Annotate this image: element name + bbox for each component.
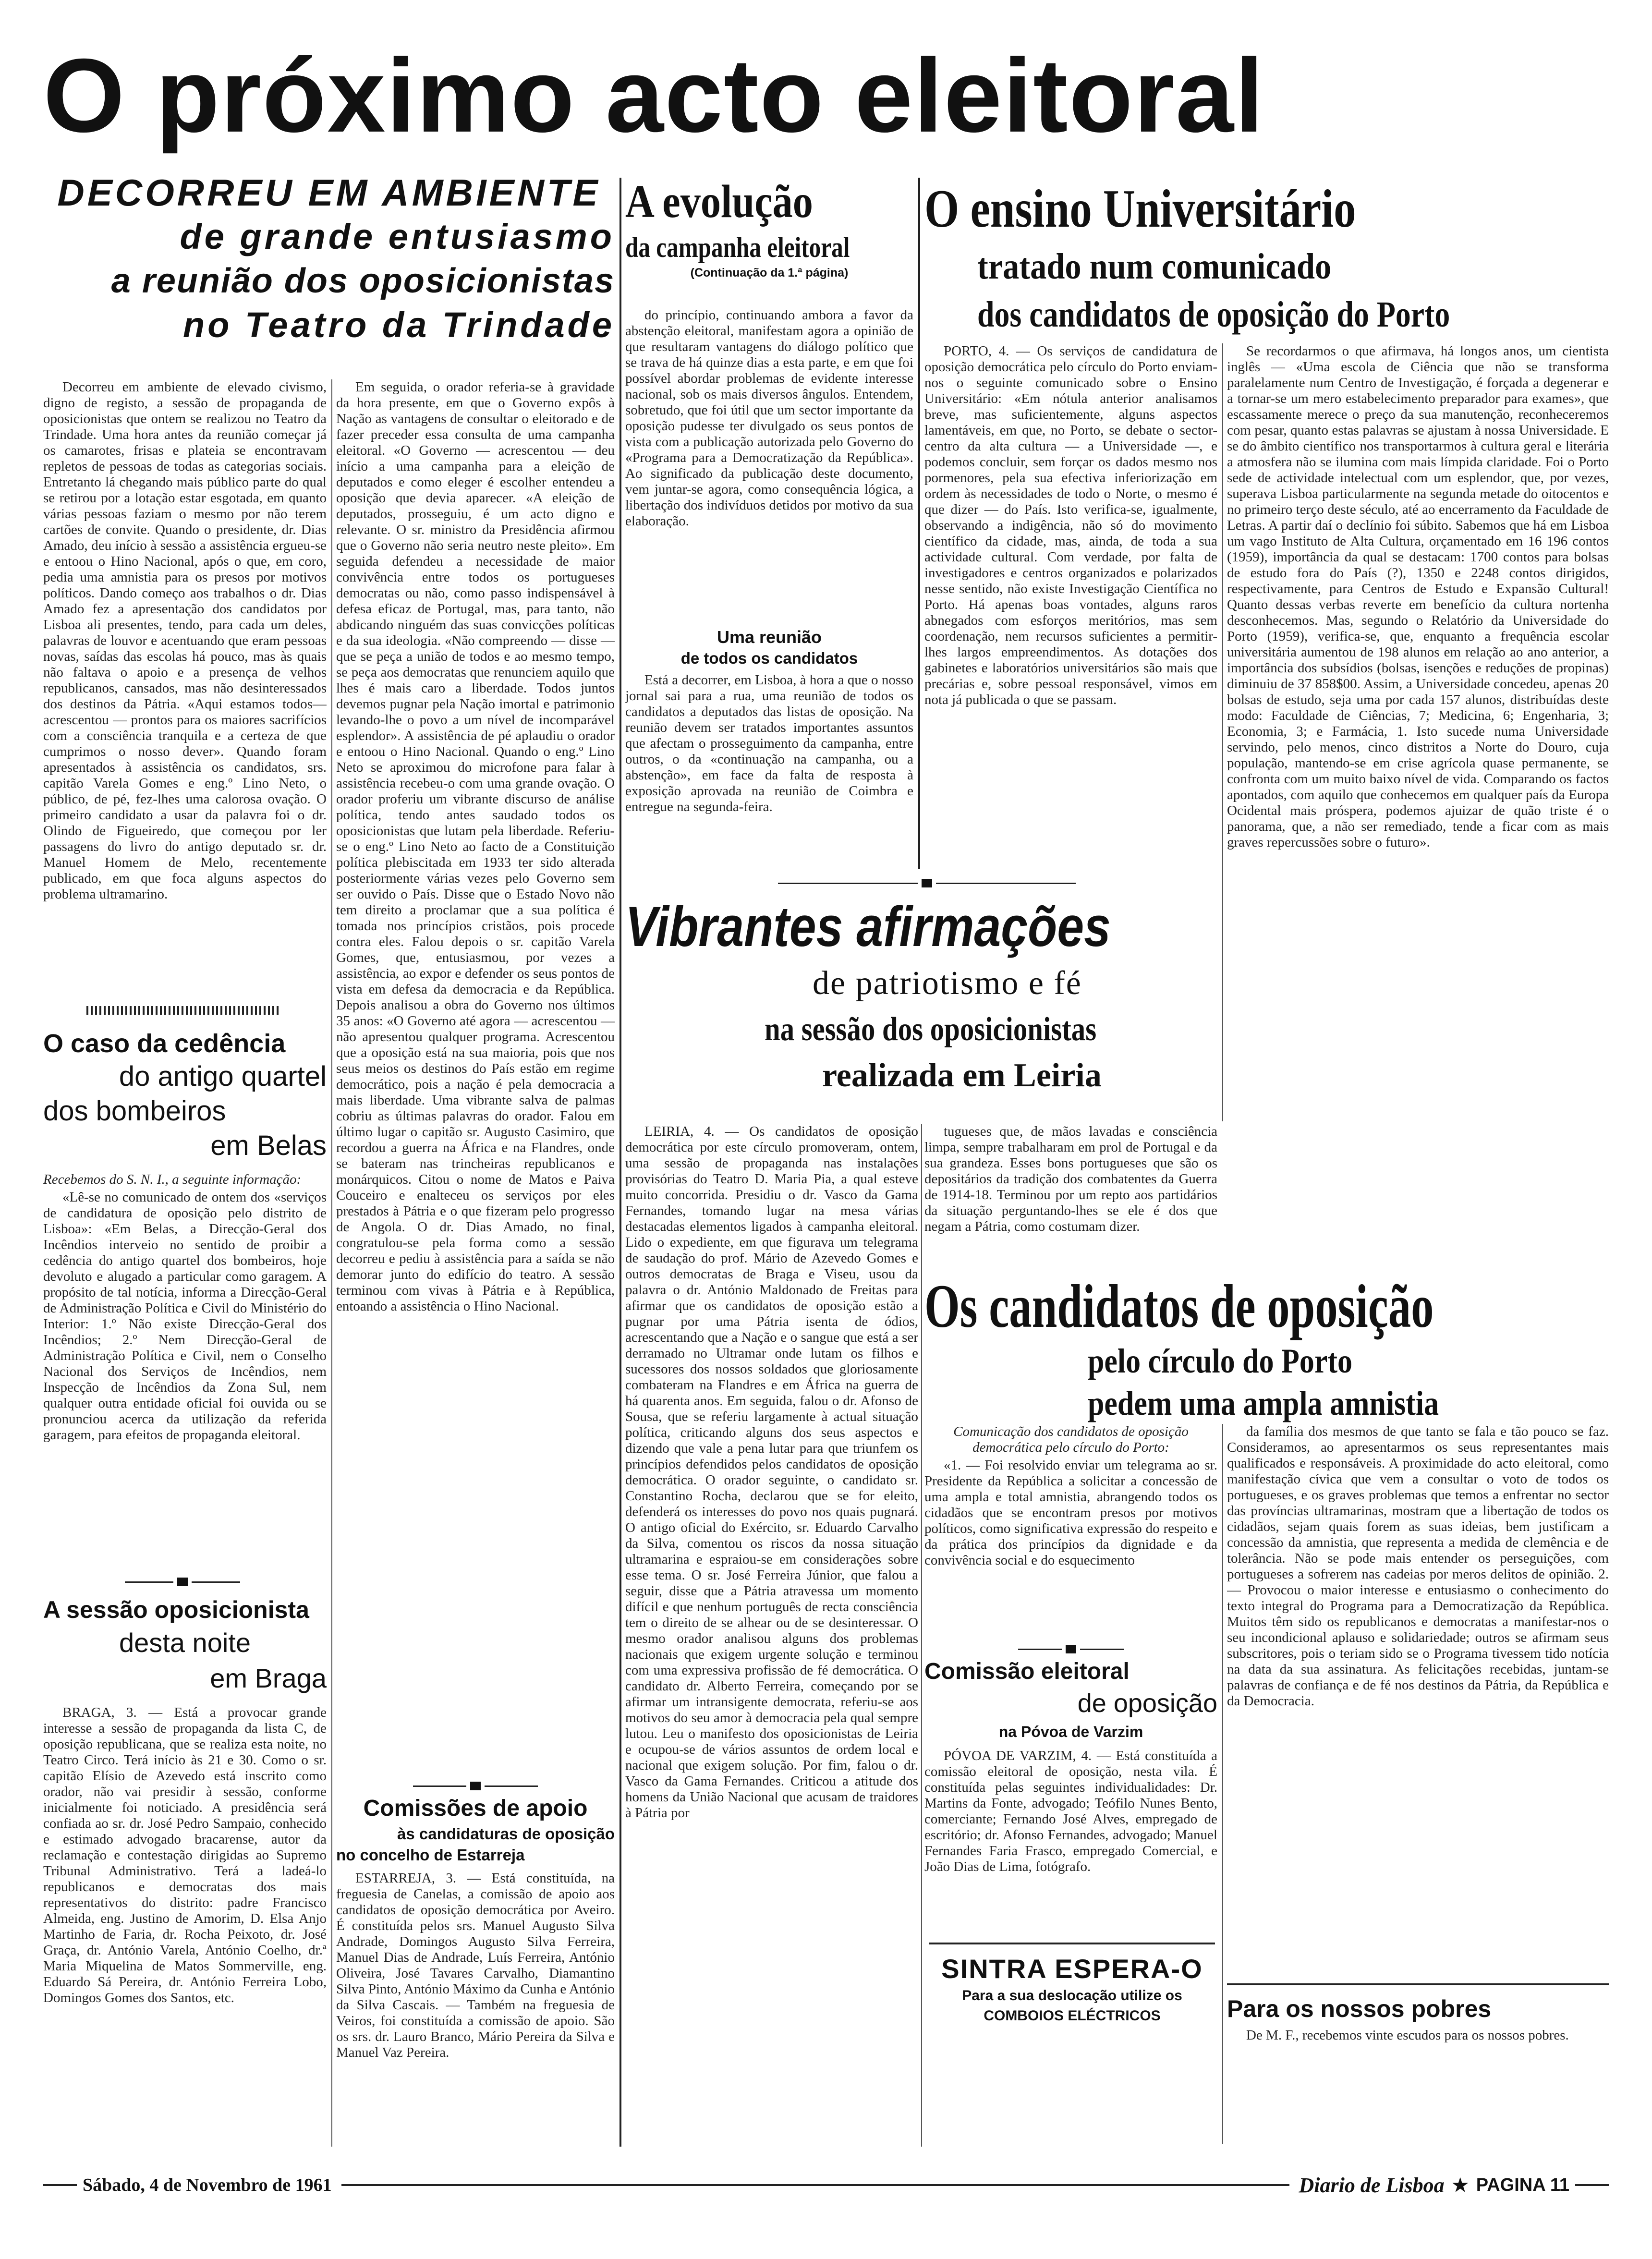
paragraph: Está a decorrer, em Lisboa, à hora a que o nosso jornal sai para a rua, uma reunião de todos os candidatos a deputados das listas de oposição. Na reunião devem ser tratados importantes assuntos que afectam o prosseguimento da campanha, entre outros, o da «continuação na campanha, ou a abstenção», em face da falta de resposta à exposição aprovada na reunião de Coimbra e entregue na segunda-feira. <box>625 672 913 814</box>
footer-page: PAGINA 11 <box>1476 2174 1569 2195</box>
paragraph: «Lê-se no comunicado de ontem dos «serviços de candidatura de oposição pelo distrito de Lisboa»: «Em Belas, a Direcção-Geral dos Incêndios interveio no sentido de proibir a cedência do antigo quartel dos bombeiros, hoje devoluto e alugado a particular como garagem. A propósito de tal notícia, informa a Direcção-Geral de Administração Política e Civil do Ministério do Interior: 1.º Não existe Direcção-Geral dos Incêndios; 2.º Nem Direcção-Geral de Administração Política e Civil, nem o Conselho Nacional dos Serviços de Incêndios, nem Inspecção de Incêndios da Zona Sul, nem qualquer outra entidade oficial foi ouvida ou se pronunciou acerca da utilização da referida garagem, para efeitos de propaganda eleitoral. <box>43 1190 327 1443</box>
paragraph: do princípio, continuando ambora a favor da abstenção eleitoral, manifestam agora a opinião de que resultaram vantagens do diálogo político que se trava de há quinze dias a esta parte, e em que foi possível abordar problemas de evidente interesse nacional, sob os mais diversos ângulos. Entendem, sobretudo, que foi útil que um sector importante da oposição pudesse ter divulgado os seus pontos de vista com a publicação autorizada pelo Governo do «Programa para a Democratização da República». Ao significado da publicação deste documento, vem juntar-se agora, como consequência lógica, a libertação dos indivíduos detidos por motivo da sua elaboração. <box>625 307 913 529</box>
continuation-note: (Continuação da 1.ª página) <box>690 266 849 279</box>
headline-line: no concelho de Estarreja <box>336 1846 525 1864</box>
pobres-body <box>1227 2028 1609 2045</box>
povoa-headline <box>924 1657 1217 1743</box>
trindade-body-col2 <box>336 379 615 1782</box>
headline-line: a reunião dos oposicionistas <box>111 262 615 300</box>
amnistia-headline <box>924 1273 1606 1424</box>
masthead-title: O próximo acto eleitoral <box>43 37 1265 154</box>
ad-line: Para a sua deslocação utilize os <box>962 1988 1182 2004</box>
headline-line: Comissões de apoio <box>363 1796 588 1821</box>
footer-paper: Diario de Lisboa <box>1299 2173 1445 2197</box>
lead-text: Recebemos do S. N. I., a seguinte informação: <box>43 1172 302 1187</box>
cedencia-headline <box>43 1028 327 1163</box>
evolucao-headline <box>625 173 913 281</box>
pobres-box <box>1227 1983 1609 2045</box>
headline-line: de oposição <box>1077 1689 1217 1718</box>
leiria-body-col1 <box>625 1124 918 2147</box>
paragraph: da família dos mesmos de que tanto se fala e tão pouco se faz. Consideramos, ao apresentarmos os seus representantes mais qualificados e responsáveis. A proximidade do acto eleitoral, como manifestação cívica que vem a consultar o voto de todos os portugueses, e os graves problemas que temos a enfrentar no sector das províncias ultramarinas, mostram que a libertação de todos os cidadãos, sejam quais forem as suas ideias, bem justificam a concessão da amnistia, que representa a medida de clemência e de tolerância. Não se pode mais entender os perseguições, com portugueses a sofrerem nas cadeias por meros delitos de opinião. 2. — Provocou o maior interesse e entusiasmo o conhecimento do texto integral do Programa para a Democratização da República. Muitos têm sido os republicanos e democratas a manifestar-nos o seu incondicional aplauso e solidariedade; outros se afirmam seus subscritores, pois o teriam sido se o Programa tivessem tido notícia na data da sua assinatura. As felicitações recebidas, juntam-se palavras de confiança e de fé nos destinos da Pátria, da República e da Democracia. <box>1227 1424 1609 1709</box>
separator <box>778 879 1076 887</box>
paragraph: Em seguida, o orador referia-se à gravidade da hora presente, em que o Governo expôs à Nação as vantagens de consultar o eleitorado e de fazer preceder essa consulta de uma campanha eleitoral. «O Governo — acrescentou — deu início a uma campanha para a eleição de deputados e como eleger é escolher entendeu a oposição que devia aparecer. «A eleição de deputados, prosseguiu, é um acto digno e relevante. O sr. ministro da Presidência afirmou que o Governo não seria neutro neste pleito». Em seguida defendeu a necessidade de maior convivência entre todos os portugueses democratas ou não, como passo indispensável à defesa eficaz de Portugal, mas, para tanto, não abdicando ninguém das suas convicções políticas e da sua ideologia. «Não compreendo — disse — que se peça a união de todos e ao mesmo tempo, se peça aos democratas que renunciem aquilo que lhes é mais caro a liberdade. Todos juntos devemos pugnar pela Nação imortal e patrimonio levando-lhe o povo a um nível de incomparável esplendor». A assistência de pé aplaudiu o orador e entoou o Hino Nacional. Quando o eng.º Lino Neto se aproximou do microfone para falar à assistência recebeu-o com uma grande ovação. O orador proferiu um vibrante discurso de análise política, tendo antes saudado todos os oposicionistas que lutam pela liberdade. Referiu-se o eng.º Lino Neto ao facto de a Constituição política plebiscitada em 1933 ter sido alterada posteriormente várias vezes pelo Governo sem ser ouvido o País. Disse que o Estado Novo não tem direito a proclamar que a sua política é tomada nos princípios cristãos, pois procede contra eles. Falou depois o sr. capitão Varela Gomes, que, entusiasmou, por vezes a assistência, ao expor e defender os seus pontos de vista em defesa da democracia e da República. Depois analisou a obra do Governo nos últimos 35 anos: «O Governo até agora — acrescentou — não apresentou qualquer programa. Acrescentou que a oposição está na sua maioria, pois que nos seus meios os destinos do País estão em regime democrático, pois a nação é pela democracia a mais liberdade. Uma vibrante salva de palmas cobriu as últimas palavras do orador. Falou em último lugar o capitão sr. Augusto Casimiro, que recordou a guerra na África e na Flandres, onde se bateram nas trincheiras republicanos e monárquicos. Citou o nome de Matos e Paiva Couceiro e enalteceu os serviços por eles prestados à Pátria e o que fizeram pelo progresso de Angola. O dr. Dias Amado, no final, congratulou-se pela forma como a sessão decorreu e pediu à assistência para a saída se não demorar junto do edifício do teatro. A sessão terminou com vivas à Pátria e à República, entoando a assistência o Hino Nacional. <box>336 379 615 1314</box>
headline-line: O caso da cedência <box>43 1029 286 1058</box>
headline-line: da campanha eleitoral <box>625 231 850 263</box>
headline-line: de patriotismo e fé <box>813 965 1082 1002</box>
column-rule <box>918 178 920 869</box>
ensino-body-col2 <box>1227 343 1609 1121</box>
paragraph: LEIRIA, 4. — Os candidatos de oposição democrática por este círculo promoveram, ontem, uma sessão de propaganda nas instalações provisórias do Teatro D. Maria Pia, a qual esteve muito concorrida. Presidiu o dr. Vasco da Gama Fernandes, tomando lugar na mesa várias destacadas elementos ligados à campanha eleitoral. Lido o expediente, em que figurava um telegrama de saudação do prof. Mário de Azevedo Gomes e outros democratas de Braga e Viseu, usou da palavra o dr. António Maldonado de Freitas para afirmar que os candidatos de oposição estão a pugnar por uma Pátria isenta de ódios, acrescentando que a Nação e o sangue que está a ser derramado no Ultramar onde lutam os filhos e sucessores dos nossos soldados que gloriosamente combateram na Flandres e em África na guerra de há quarenta anos. Em seguida, falou o dr. Afonso de Sousa, que se referiu largamente à actual situação política, criticando alguns dos seus aspectos e dizendo que vale a pena lutar para que triunfem os princípios defendidos pelos candidatos de oposição democrática. O orador seguinte, o candidato sr. Constantino Rocha, declarou que se for eleito, defenderá os interesses do povo nos quais pugnará. O antigo oficial do Exército, sr. Eduardo Carvalho da Silva, comentou os riscos da nossa situação ultramarina e espraiou-se em considerações sobre esse tema. O sr. José Ferreira Júnior, que falou a seguir, disse que a Pátria atravessa um momento difícil e que nenhum português de recta consciência tem o direito de se alhear ou de se desinteressar. O mesmo orador analisou alguns dos problemas nacionais que exigem urgente solução e terminou com uma expressiva profissão de fé democrática. O candidato dr. Alberto Ferreira, começando por se afirmar um intransigente democrata, referiu-se aos motivos do seu amor à democracia pela qual sempre lutou. Leu o manifesto dos oposicionistas de Leiria e ocupou-se de vários assuntos de ordem local e nacional que exigem solução. Por fim, falou o dr. Vasco da Gama Fernandes. Criticou a atitude dos homens da União Nacional que acusam de traidores à Pátria por <box>625 1124 918 1821</box>
footer-date: Sábado, 4 de Novembro de 1961 <box>83 2175 332 2195</box>
ad-line: COMBOIOS ELÉCTRICOS <box>984 2008 1161 2024</box>
headline-line: dos candidatos de oposição do Porto <box>977 294 1450 335</box>
povoa-body <box>924 1748 1217 1935</box>
column-rule <box>1222 1424 1223 2144</box>
column-rule <box>331 379 332 2147</box>
evolucao-subhead <box>625 627 913 669</box>
headline-line: O ensino Universitário <box>924 179 1356 239</box>
headline-line: tratado num comunicado <box>977 246 1332 287</box>
headline-line: A evolução <box>625 176 813 228</box>
column-rule <box>1222 343 1223 1121</box>
headline-line: na sessão dos oposicionistas <box>765 1011 1097 1048</box>
column-rule <box>620 178 621 2147</box>
headline-line: Comissão eleitoral <box>924 1659 1130 1684</box>
separator <box>413 1782 538 1790</box>
comissoes-headline <box>336 1794 615 1866</box>
headline-line: DECORREU EM AMBIENTE <box>57 171 601 214</box>
pobres-headline: Para os nossos pobres <box>1227 1995 1492 2022</box>
paragraph: tugueses que, de mãos lavadas e consciência limpa, sempre trabalharam em prol de Portugal e da sua grandeza. Esses bons portugueses que são os depositários da tradição dos combatentes da Guerra de 1914-18. Terminou por um repto aos partidários da situação perguntando-lhes se ele é dos que negam a Pátria, como costumam dizer. <box>924 1124 1217 1234</box>
paragraph: PÓVOA DE VARZIM, 4. — Está constituída a comissão eleitoral de oposição, nesta vila. É constituída pelas seguintes individualidades: Dr. Martins da Fonte, advogado; Teófilo Nunes Bento, comerciante; Fernando José Alves, empregado de escritório; dr. Afonso Fernandes, advogado; Manuel Fernandes Faria Frasco, empregado Comercial, e João Dias de Lima, fotógrafo. <box>924 1748 1217 1874</box>
column-rule <box>921 1124 922 2147</box>
leiria-body-col2 <box>924 1124 1217 1263</box>
headline-line: A sessão oposicionista <box>43 1596 309 1623</box>
evolucao-body <box>625 307 913 624</box>
amnistia-body-col2 <box>1227 1424 1609 1976</box>
separator <box>125 1578 240 1586</box>
subhead-line: Uma reunião <box>717 627 822 647</box>
paragraph: PORTO, 4. — Os serviços de candidatura de oposição democrática pelo círculo do Porto enviam-nos o seguinte comunicado sobre o Ensino Universitário: «Em nótula anterior analisamos breve, mas suficientemente, alguns aspectos lamentáveis, em que, no Porto, se debate o sector-centro da alta cultura — a Universidade —, e podemos concluir, sem forçar os dados mesmo nos pormenores, pela sua efectiva inferiorização em ordem às necessidades de todo o Norte, o mesmo é que dizer — do País. Isto verifica-se, igualmente, observando a indigência, não só do movimento científico da cidade, mas, ainda, de toda a sua actividade cultural. Com verdade, por falta de investigadores e centros organizados e polarizados nesse sentido, não existe Investigação Científica no Porto. Há apenas boas vontades, alguns raros abnegados com esforços meritórios, mas sem coordenação, nem recursos suficientes a permitir-lhes largos empreendimentos. As dotações dos gabinetes e laboratórios universitários são mais que precárias e, sobre pessoal responsável, vimos em nota já publicada o que se passam. <box>924 343 1217 707</box>
braga-body <box>43 1705 327 2147</box>
headline-line: na Póvoa de Varzim <box>998 1723 1143 1740</box>
headline-line: pedem uma ampla amnistia <box>1088 1384 1439 1422</box>
headline-line: de grande entusiasmo <box>180 217 615 256</box>
footer-rule <box>43 2184 77 2186</box>
headline-line: em Braga <box>210 1663 327 1693</box>
ad-title: SINTRA ESPERA-O <box>941 1954 1203 1984</box>
page-footer <box>43 2171 1609 2199</box>
headline-line: Vibrantes afirmações <box>625 895 1111 959</box>
headline-line: no Teatro da Trindade <box>183 305 615 345</box>
paragraph: «1. — Foi resolvido enviar um telegrama ao sr. Presidente da República a solicitar a concessão de uma ampla e total amnistia, abrangendo todos os cidadãos que se encontram presos por motivos políticos, como significativa expressão do respeito e da prática dos princípios da dignidade e da convivência social e do esquecimento <box>924 1457 1217 1568</box>
star-icon: ★ <box>1452 2175 1469 2196</box>
headline-line: dos bombeiros <box>43 1095 226 1127</box>
paragraph: Se recordarmos o que afirmava, há longos anos, um cientista inglês — «Uma escola de Ciência que não se transforma paralelamente num Centro de Investigação, é forçada a degenerar e a tornar-se um mero estabelecimento preparador para exames», que escassamente merece o preço da sua manutenção, reconheceremos com pesar, quanto estas palavras se ajustam à nossa Universidade. E se do âmbito científico nos transportarmos à cultura geral e literária a atmosfera não se ilumina com mais límpida claridade. Foi o Porto sede de actividade intelectual com um esplendor, que, por vezes, superava Lisboa particularmente na segunda metade do oitocentos e no primeiro terço deste século, até ao encerramento da Faculdade de Letras. A partir daí o declínio foi súbito. Sabemos que há em Lisboa um vago Instituto de Alta Cultura, orçamentado em 16 196 contos (1959), importância da qual se destacam: 1700 contos para bolsas de estudo fora do País (?), 1350 e 2248 contos dirigidos, respectivamente, para Centros de Estudo e Expansão Cultural! Quanto dessas verbas reverte em benefício da cultura nortenha desconhecemos. Mas, segundo o Relatório da Universidade do Porto (1959), verifica-se, que, enquanto a frequência escolar universitária aumentou de 198 alunos em relação ao ano anterior, a importância dos subsídios (bolsas, isenções e reduções de propinas) diminuiu de 37 858$00. Assim, a Universidade concedeu, apenas 20 bolsas de estudo, seja uma por cada 157 alunos, distribuídas deste modo: Faculdade de Ciências, 7; Medicina, 6; Engenharia, 3; Economia, 3; e Farmácia, 1. Isto sucede numa Universidade servindo, pelo menos, cinco distritos a Norte do Douro, cuja população, mantendo-se em crise agrícola quase permanente, se confronta com um muito baixo nível de vida. Comparando os factos apontados, com aquilo que conhecemos em qualquer país da Europa Ocidental mais próspera, podemos ajuizar de quão triste é o panorama, que, a não ser remediado, tende a ficar com as mais graves repercussões sobre o futuro». <box>1227 343 1609 850</box>
footer-rule <box>1575 2184 1609 2186</box>
headline-line: Os candidatos de oposição <box>924 1272 1434 1340</box>
separator <box>1018 1645 1124 1653</box>
comissoes-body <box>336 1870 615 2147</box>
leiria-headline <box>625 893 1216 1099</box>
braga-headline <box>43 1594 327 1696</box>
lead-text: Comunicação dos candidatos de oposição democrática pelo círculo do Porto: <box>953 1424 1189 1455</box>
amnistia-body-col1 <box>924 1424 1217 1664</box>
headline-line: em Belas <box>210 1130 327 1161</box>
subhead-line: de todos os candidatos <box>680 649 858 667</box>
headline-line: desta noite <box>119 1627 251 1658</box>
ensino-body-col1 <box>924 343 1217 862</box>
headline-line: pelo círculo do Porto <box>1088 1342 1352 1380</box>
evolucao-body2 <box>625 672 913 884</box>
footer-rule <box>341 2184 1289 2186</box>
trindade-headline <box>43 170 615 347</box>
separator <box>86 1006 279 1015</box>
headline-line: do antigo quartel <box>119 1061 327 1092</box>
trindade-body-col1 <box>43 379 327 999</box>
paragraph: ESTARREJA, 3. — Está constituída, na freguesia de Canelas, a comissão de apoio aos candidatos de oposição democrática por Aveiro. É constituída pelos srs. Manuel Augusto Silva Andrade, Domingos Augusto Silva Ferreira, Manuel Dias de Andrade, Luís Ferreira, António Oliveira, José Tavares Carvalho, Diamantino Silva Pinto, António Máximo da Cunha e António da Silva Cascais. — Também na freguesia de Veiros, foi constituída a comissão de apoio. São os srs. dr. Lauro Branco, Mário Pereira da Silva e Manuel Vaz Pereira. <box>336 1870 615 2060</box>
headline-line: às candidaturas de oposição <box>397 1825 615 1843</box>
paragraph: Decorreu em ambiente de elevado civismo, digno de registo, a sessão de propaganda de oposicionistas que ontem se realizou no Teatro da Trindade. Uma hora antes da reunião começar já os camarotes, frisas e plateia se encontravam repletos de pessoas de todas as categorias sociais. Entretanto lá chegando mais público parte do qual se retirou por a lotação estar esgotada, em quanto várias pessoas faziam o mesmo por não terem cartões de convite. Quando o presidente, dr. Dias Amado, deu início à sessão a assistência ergueu-se e entoou o Hino Nacional, após o que, em coro, pedia uma amnistia para os presos por motivos políticos. Dando começo aos trabalhos o dr. Dias Amado fez a apresentação dos candidatos por Lisboa ali presentes, tendo, para cada um deles, palavras de louvor e acentuando que eram pessoas novas, saídas das escolas há pouco, mas às quais não faltava o apoio e a presença de velhos republicanos, cansados, mas não desinteressados dos destinos da Pátria. «Aqui estamos todos—acrescentou — prontos para os maiores sacrifícios com a consciência tranquila e a certeza de que cumprimos o nosso dever». Quando foram apresentados à assistência os candidatos, srs. capitão Varela Gomes e eng.º Lino Neto, o público, de pé, fez-lhes uma calorosa ovação. O primeiro candidato a usar da palavra foi o dr. Olindo de Figueiredo, que começou por ler passagens do livro do antigo deputado sr. dr. Manuel Homem de Melo, recentemente publicado, em que foca alguns aspectos do problema ultramarino. <box>43 379 327 902</box>
cedencia-body <box>43 1172 327 1570</box>
paragraph: BRAGA, 3. — Está a provocar grande interesse a sessão de propaganda da lista C, de oposição republicana, que se realiza esta noite, no Teatro Circo. Terá início às 21 e 30. Como o sr. capitão Elísio de Azevedo está inscrito como orador, não vai presidir à sessão, conforme inicialmente foi noticiado. A presidência será confiada ao sr. dr. José Pedro Sampaio, conhecido e estimado advogado bracarense, autor da reclamação e contestação dirigidas ao Supremo Tribunal Administrativo. Terá a ladeá-lo republicanos e democratas dos mais representativos do distrito: padre Francisco Almeida, eng. Justino de Amorim, D. Elsa Anjo Martinho de Faria, dr. Rocha Peixoto, dr. José Graça, dr. António Varela, António Coelho, dr.ª Maria Miquelina de Matos Sommerville, eng. Eduardo Sá Pereira, dr. António Ferreira Lobo, Domingos Gomes dos Santos, etc. <box>43 1705 327 2005</box>
headline-line: realizada em Leiria <box>822 1057 1102 1094</box>
ensino-headline <box>924 175 1606 339</box>
sintra-ad <box>929 1943 1215 2026</box>
paragraph: De M. F., recebemos vinte escudos para os nossos pobres. <box>1246 2028 1569 2043</box>
